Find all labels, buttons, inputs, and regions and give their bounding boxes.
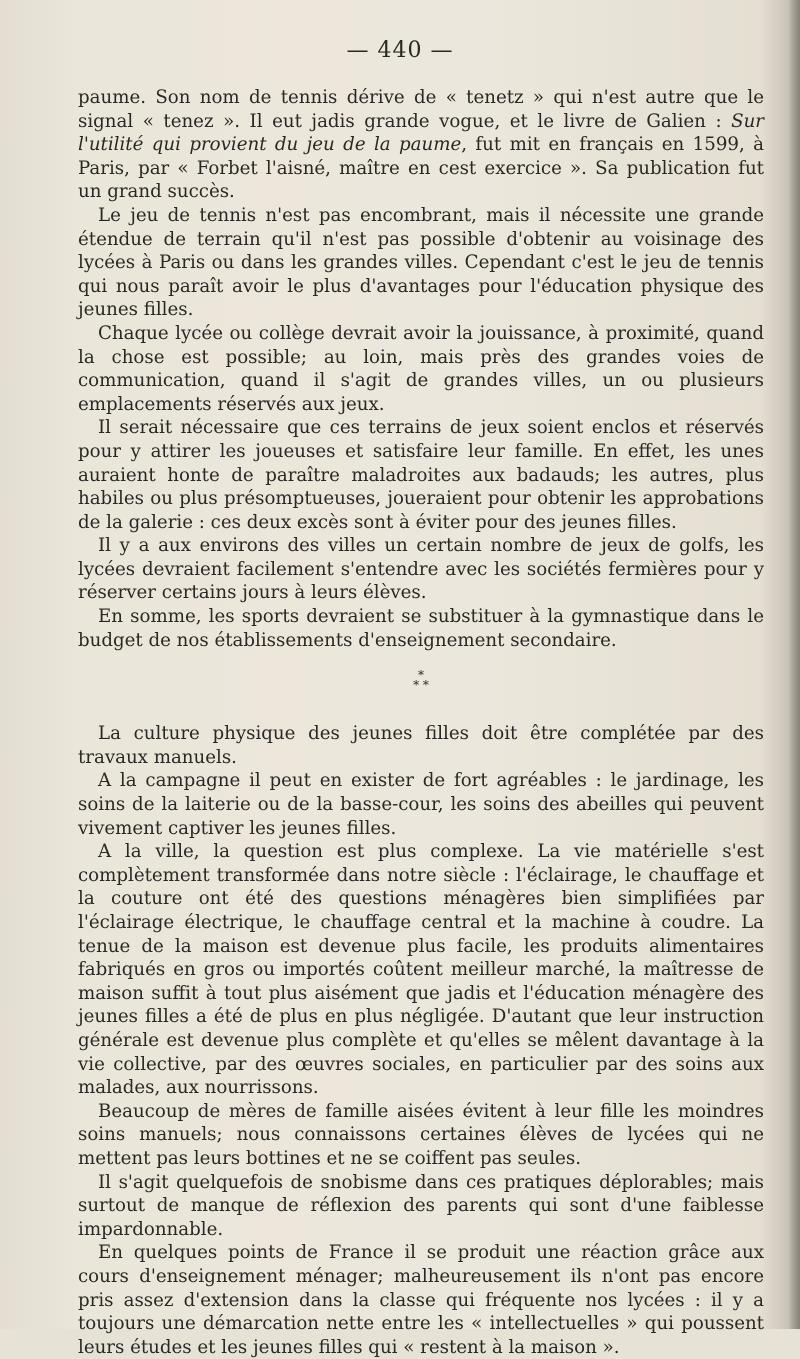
paragraph	[78, 1100, 764, 1171]
separator-star-top: *	[418, 668, 424, 683]
paragraph	[78, 416, 764, 534]
paragraph	[78, 722, 764, 769]
paragraph-text: En quelques points de France il se produit une réaction grâce aux cours d'enseignement ménager; malheureusement ils n'ont pas encore pris assez d'extension dans la classe qui fréquente nos lycées : il y a toujours une démarcation nette entre les « intellectuelles » qui poussent leurs études et les jeunes filles qui « restent à la maison ».	[78, 1242, 764, 1358]
paragraph-text: Beaucoup de mères de famille aisées évitent à leur fille les moindres soins manuels; nous connaissons certaines élèves de lycées qui ne mettent pas leurs bottines et ne se coiffent pas seules.	[78, 1100, 764, 1169]
paragraph	[78, 204, 764, 322]
paragraph-text: Il y a aux environs des villes un certain nombre de jeux de golfs, les lycées devraient facilement s'entendre avec les sociétés fermières pour y réserver certains jours à leurs élèves.	[78, 535, 764, 604]
section-sports	[78, 86, 764, 652]
paragraph-text: Il s'agit quelquefois de snobisme dans ces pratiques déplorables; mais surtout de manque de réflexion des parents qui sont d'une faiblesse impardonnable.	[78, 1171, 764, 1240]
paragraph	[78, 840, 764, 1100]
section-manual-work	[78, 722, 764, 1359]
separator-star-bottom: * *	[413, 678, 429, 693]
paragraph	[78, 322, 764, 416]
paragraph-text: En somme, les sports devraient se substituer à la gymnastique dans le budget de nos établissements d'enseignement secondaire.	[78, 606, 764, 651]
section-separator	[78, 668, 764, 693]
body-text	[78, 86, 764, 1359]
italic-title: Sur l'utilité qui provient du jeu de la paume	[78, 110, 764, 156]
paragraph-text: Il serait nécessaire que ces terrains de jeux soient enclos et réservés pour y attirer les joueuses et satisfaire leur famille. En effet, les unes auraient honte de paraître maladroites aux badauds; les autres, plus habiles ou plus présomptueuses, joueraient pour obtenir les approbations de la galerie : ces deux excès sont à éviter pour des jeunes filles.	[78, 417, 764, 533]
paragraph-text: Chaque lycée ou collège devrait avoir la jouissance, à proximité, quand la chose est possible; au loin, mais près des grandes voies de communication, quand il s'agit de grandes villes, un ou plusieurs emplacements réservés aux jeux.	[78, 322, 764, 415]
paragraph-text: paume. Son nom de tennis dérive de « tenetz » qui n'est autre que le signal « tenez ». Il eut jadis grande vogue, et le livre de Galien :	[78, 87, 764, 132]
paragraph-text: , fut mit en français en 1599, à Paris, par « Forbet l'aisné, maître en cest exercice ». Sa publication fut un grand succès.	[78, 134, 764, 203]
paragraph-text: La culture physique des jeunes filles doit être complétée par des travaux manuels.	[78, 723, 764, 768]
paragraph-text: Le jeu de tennis n'est pas encombrant, mais il nécessite une grande étendue de terrain qu'il n'est pas possible d'obtenir au voisinage des lycées à Paris ou dans les grandes villes. Cependant c'est le jeu de tennis qui nous paraît avoir le plus d'avantages pour l'éducation physique des jeunes filles.	[78, 204, 764, 321]
paragraph	[78, 605, 764, 652]
page-edge-shadow	[788, 0, 800, 1329]
paragraph	[78, 1241, 764, 1359]
paragraph	[78, 1171, 764, 1242]
page-number: — 440 —	[346, 38, 454, 63]
paragraph-text: A la ville, la question est plus complexe. La vie matérielle s'est complètement transformée dans notre siècle : l'éclairage, le chauffage et la couture ont été des questions ménagères bien simplifiées par l'éclairage électrique, le chauffage central et la machine à coudre. La tenue de la maison est devenue plus facile, les produits alimentaires fabriqués en gros ou importés coûtent meilleur marché, la maîtresse de maison suffit à tout plus aisément que jadis et l'éducation ménagère des jeunes filles a été de plus en plus négligée. D'autant que leur instruction générale est devenue plus complète et qu'elles se mêlent davantage à la vie collective, par des œuvres sociales, en particulier par des soins aux malades, aux nourrissons.	[78, 841, 764, 1099]
paragraph	[78, 769, 764, 840]
paragraph-text: A la campagne il peut en exister de fort agréables : le jardinage, les soins de la laiterie ou de la basse-cour, les soins des abeilles qui peuvent vivement captiver les jeunes filles.	[78, 770, 764, 839]
paragraph	[78, 86, 764, 204]
paragraph	[78, 534, 764, 605]
